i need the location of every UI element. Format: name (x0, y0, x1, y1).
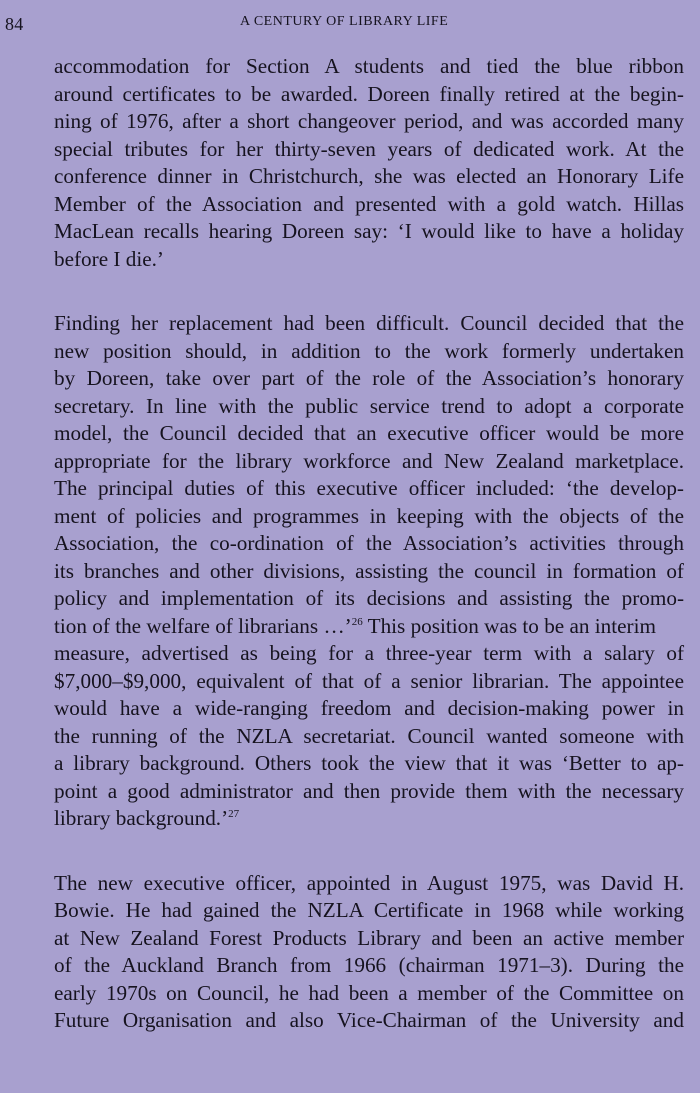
text-line: The principal duties of this executive officer included: ‘the develop- (54, 476, 684, 500)
text-line: conference dinner in Christchurch, she was elected an Honorary Life (54, 164, 684, 188)
text-line: MacLean recalls hearing Doreen say: ‘I would like to have a holiday (54, 219, 684, 243)
text-line: new position should, in addition to the work formerly undertaken (54, 338, 684, 363)
running-head: A CENTURY OF LIBRARY LIFE (240, 14, 449, 29)
paragraph-3 (54, 870, 684, 1035)
footnote-marker-27[interactable]: 27 (228, 807, 240, 820)
text-line: before I die.’ (54, 246, 164, 271)
footnote-marker-26[interactable]: 26 (351, 615, 363, 628)
text-line: ment of policies and programmes in keeping with the objects of the (54, 503, 684, 528)
text-line: Future Organisation and also Vice-Chairman of the University and (54, 1008, 684, 1032)
text-line: point a good administrator and then provide them with the necessary (54, 778, 684, 803)
text-line: at New Zealand Forest Products Library and been an active member (54, 925, 684, 950)
text-line: ning of 1976, after a short changeover period, and was accorded many (54, 109, 684, 133)
text-line: its branches and other divisions, assisting the council in formation of (54, 558, 684, 583)
text-line: model, the Council decided that an executive officer would be more (54, 421, 684, 445)
page-number: 84 (5, 14, 24, 34)
paragraph-2 (54, 310, 684, 833)
text-line: a library background. Others took the view that it was ‘Better to ap- (54, 751, 684, 775)
text-line: Bowie. He had gained the NZLA Certificate in 1968 while working (54, 898, 684, 922)
text-line: Finding her replacement had been difficult. Council decided that the (54, 311, 684, 335)
text-line (54, 805, 684, 833)
text-line: Association, the co-ordination of the Association’s activities through (54, 531, 684, 555)
text-line: policy and implementation of its decisions and assisting the promo- (54, 586, 684, 610)
text-line: $7,000–$9,000, equivalent of that of a senior librarian. The appointee (54, 668, 684, 693)
text-line: of the Auckland Branch from 1966 (chairman 1971–3). During the (54, 953, 684, 977)
text-line: by Doreen, take over part of the role of the Association’s honorary (54, 366, 684, 390)
text-line: accommodation for Section A students and tied the blue ribbon (54, 54, 684, 78)
text-line: secretary. In line with the public service trend to adopt a corporate (54, 393, 684, 418)
text-line: Member of the Association and presented with a gold watch. Hillas (54, 191, 684, 216)
body-text (54, 53, 684, 1035)
text-line: appropriate for the library workforce and New Zealand marketplace. (54, 448, 684, 473)
text-line: special tributes for her thirty-seven years of dedicated work. At the (54, 136, 684, 161)
text-fragment: This position was to be an interim (367, 613, 656, 638)
text-line: measure, advertised as being for a three-year term with a salary of (54, 641, 684, 665)
text-fragment: library background.’ (54, 806, 229, 830)
text-line: early 1970s on Council, he had been a member of the Committee on (54, 980, 684, 1005)
text-fragment: tion of the welfare of librarians …’ (54, 613, 352, 638)
text-line: The new executive officer, appointed in August 1975, was David H. (54, 870, 684, 895)
text-line: around certificates to be awarded. Doreen finally retired at the begin- (54, 81, 684, 106)
paragraph-1 (54, 53, 684, 273)
text-line: the running of the NZLA secretariat. Council wanted someone with (54, 723, 684, 748)
text-line: would have a wide-ranging freedom and decision-making power in (54, 696, 684, 720)
text-line (54, 613, 684, 641)
